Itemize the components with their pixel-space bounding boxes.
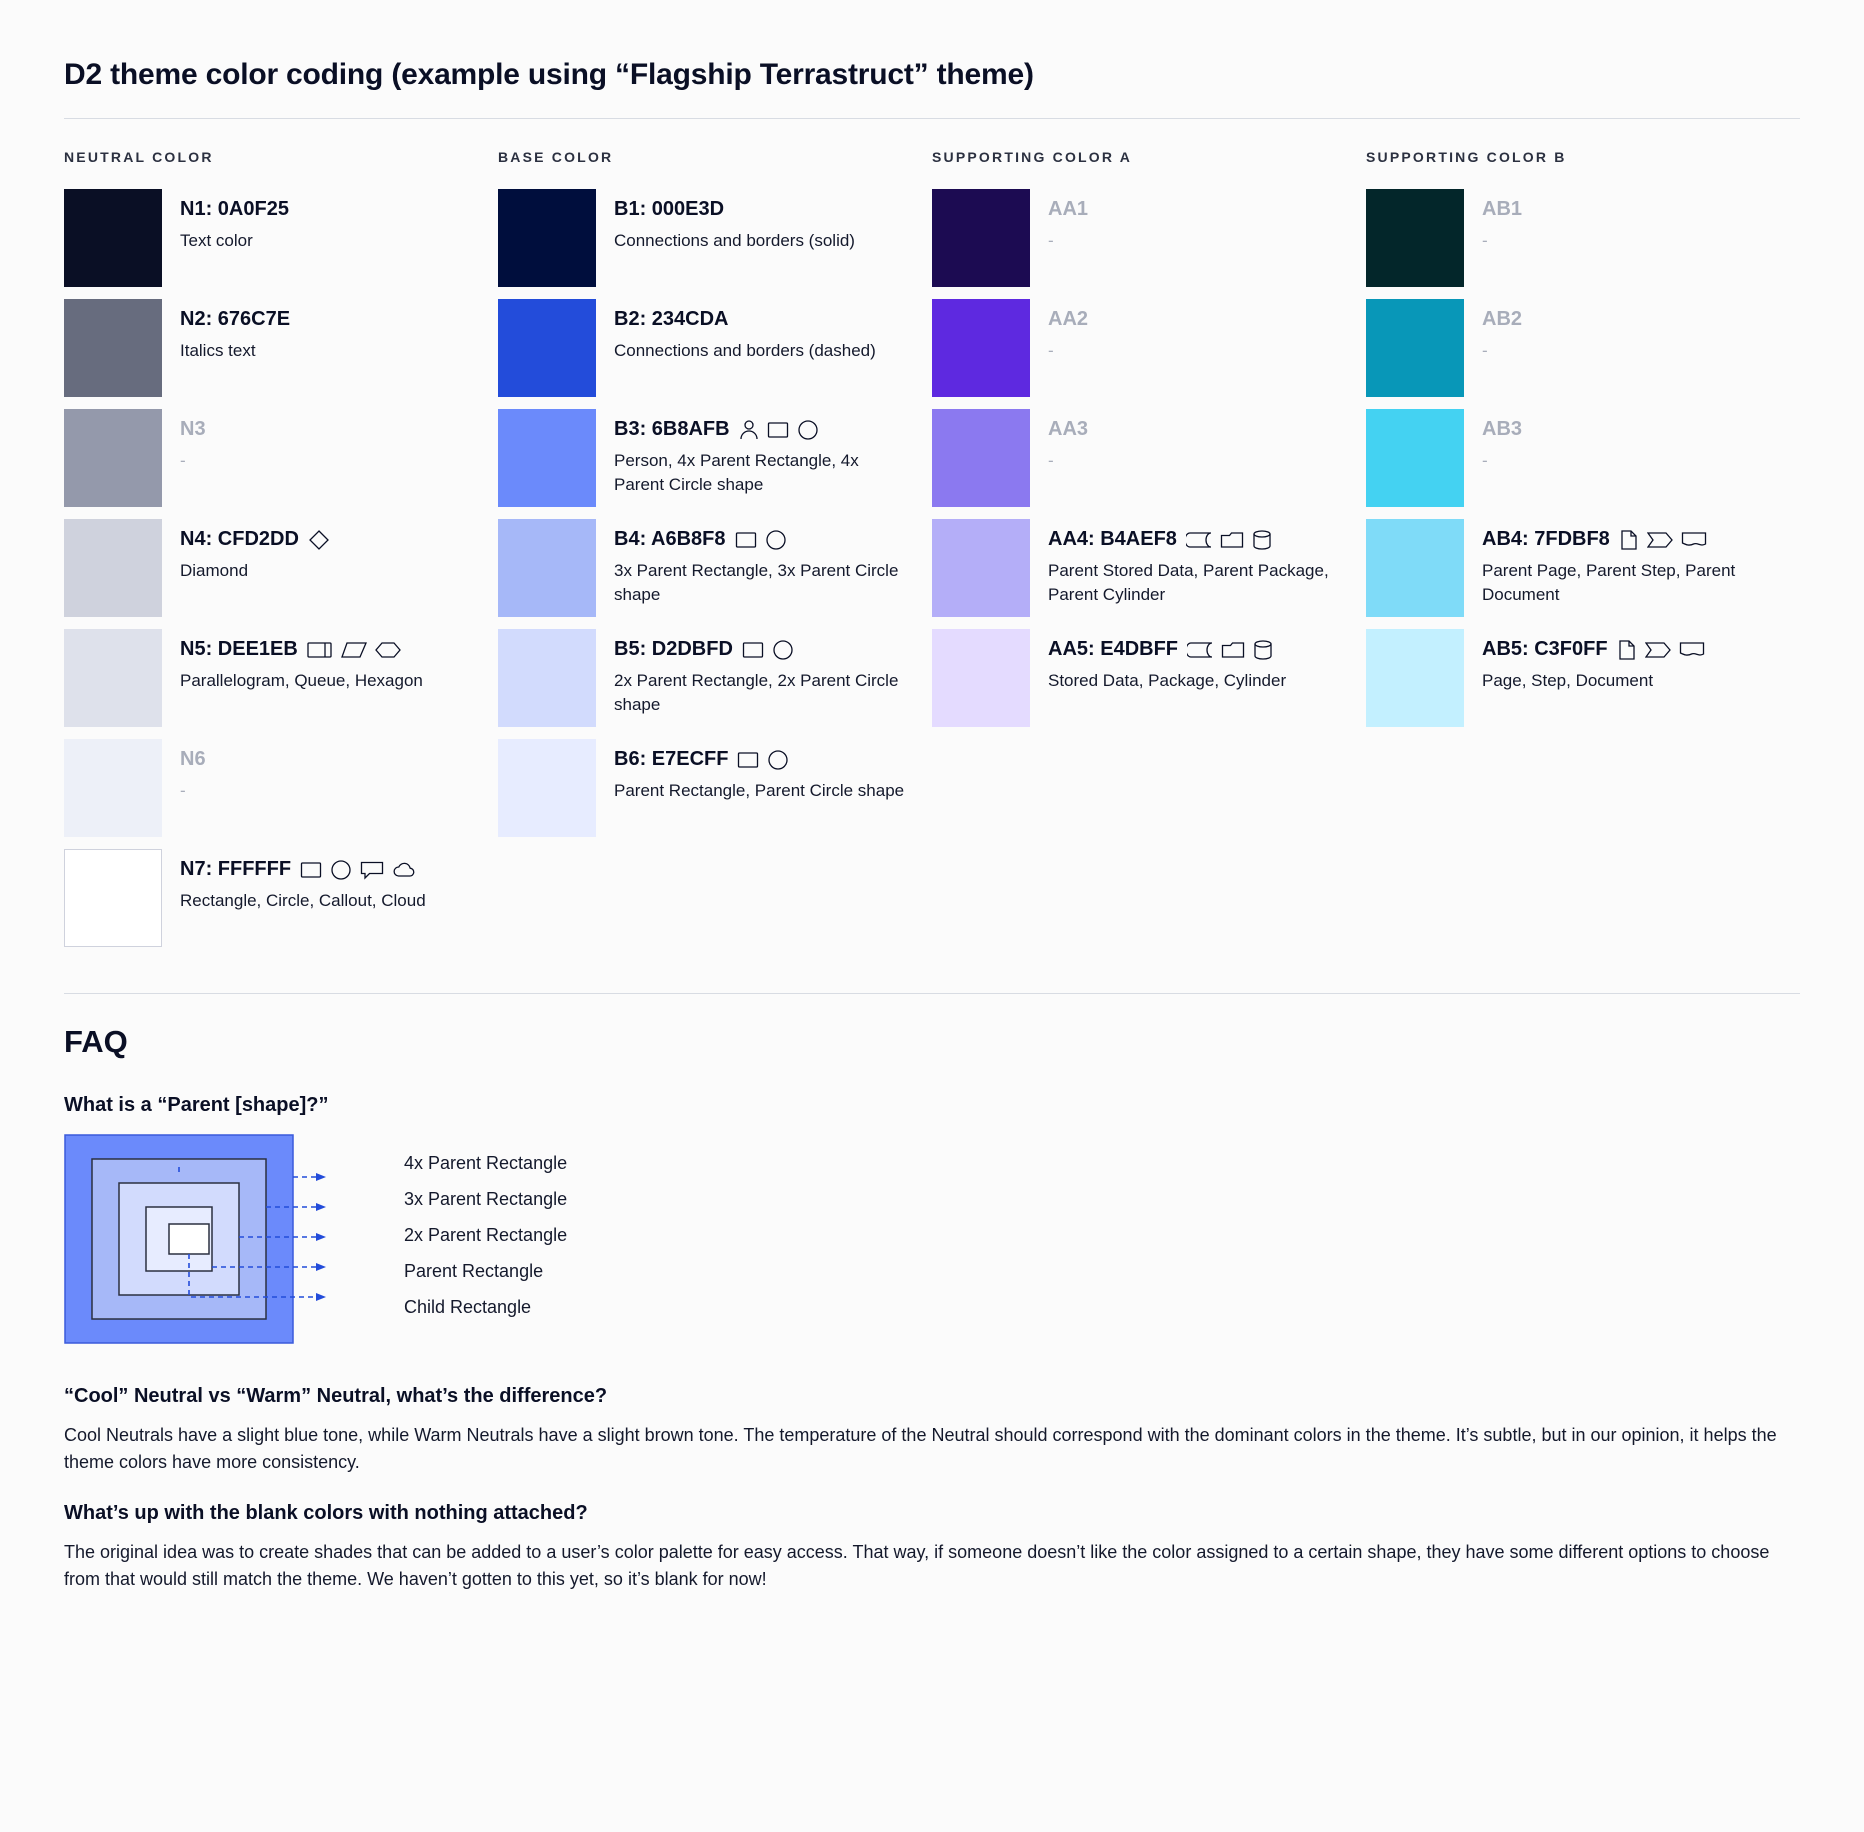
swatch-label-text: N6: [180, 748, 206, 770]
swatch-label-text: AA1: [1048, 198, 1089, 220]
swatch-list: [1366, 189, 1778, 727]
swatch-body: [1048, 629, 1344, 693]
swatch-body: [1048, 299, 1344, 363]
diagram-label: 3x Parent Rectangle: [404, 1188, 568, 1209]
swatch-label: [180, 527, 476, 552]
swatch-description: Connections and borders (dashed): [614, 341, 876, 360]
color-swatch: [1366, 409, 1464, 507]
swatch-description: -: [1482, 341, 1488, 360]
swatch-body: [180, 629, 476, 693]
color-swatch: [64, 409, 162, 507]
column-heading: SUPPORTING COLOR B: [1366, 149, 1567, 165]
swatch-description: 3x Parent Rectangle, 3x Parent Circle shape: [614, 561, 899, 605]
swatch-body: [1482, 189, 1778, 253]
swatch-label-text: N7: FFFFFF: [180, 858, 292, 880]
divider: [64, 993, 1800, 994]
cylinder-icon: [1253, 639, 1273, 661]
color-swatch: [932, 629, 1030, 727]
swatch-description: -: [1048, 231, 1054, 250]
hexagon-icon: [375, 640, 401, 660]
column-heading: NEUTRAL COLOR: [64, 149, 214, 165]
swatch-body: [614, 519, 910, 607]
swatch-description: Connections and borders (solid): [614, 231, 855, 250]
color-swatch: [64, 629, 162, 727]
swatch-list: [932, 189, 1344, 727]
shape-icon-group: [1187, 639, 1273, 661]
shape-icon-group: [300, 859, 418, 881]
cloud-icon: [392, 860, 418, 880]
color-swatch: [498, 519, 596, 617]
rectangle-icon: [300, 860, 322, 880]
swatch-body: [1482, 519, 1778, 607]
swatch-label-text: B5: D2DBFD: [614, 638, 733, 660]
circle-icon: [765, 529, 787, 551]
rectangle-icon: [742, 640, 764, 660]
swatch-body: [614, 299, 910, 363]
color-swatch-row: [498, 409, 910, 507]
swatch-label-text: AB3: [1482, 418, 1523, 440]
swatch-label-text: B6: E7ECFF: [614, 748, 729, 770]
faq-question-1: What is a “Parent [shape]?”: [64, 1094, 329, 1116]
swatch-body: [1048, 519, 1344, 607]
color-swatch-row: [932, 519, 1344, 617]
color-swatch: [932, 519, 1030, 617]
color-swatch-row: [1366, 409, 1778, 507]
swatch-body: [180, 409, 476, 473]
column-heading: BASE COLOR: [498, 149, 614, 165]
swatch-description: -: [1482, 231, 1488, 250]
swatch-description: -: [180, 451, 186, 470]
swatch-label-text: B4: A6B8F8: [614, 528, 726, 550]
swatch-body: [1482, 299, 1778, 363]
rectangle-icon: [737, 750, 759, 770]
rectangle-icon: [767, 420, 789, 440]
swatch-label-text: B2: 234CDA: [614, 308, 729, 330]
swatch-description: Parent Page, Parent Step, Parent Document: [1482, 561, 1736, 605]
color-swatch-row: [64, 299, 476, 397]
swatch-body: [1482, 629, 1778, 693]
diamond-icon: [308, 529, 330, 551]
swatch-body: [614, 189, 910, 253]
color-swatch-row: [932, 409, 1344, 507]
swatch-list: [498, 189, 910, 837]
queue-icon: [307, 640, 333, 660]
swatch-label: [1048, 197, 1344, 222]
swatch-label-text: AA2: [1048, 308, 1089, 330]
circle-icon: [772, 639, 794, 661]
swatch-description: 2x Parent Rectangle, 2x Parent Circle shape: [614, 671, 899, 715]
circle-icon: [767, 749, 789, 771]
swatch-description: Person, 4x Parent Rectangle, 4x Parent Circle shape: [614, 451, 859, 495]
swatch-label: [180, 307, 476, 332]
swatch-label-text: N1: 0A0F25: [180, 198, 289, 220]
page-icon: [1619, 529, 1639, 551]
swatch-label-text: AB1: [1482, 198, 1523, 220]
color-swatch-row: [1366, 189, 1778, 287]
swatch-label: [1482, 527, 1778, 552]
swatch-description: Diamond: [180, 561, 249, 580]
person-icon: [739, 419, 759, 441]
swatch-body: [1048, 189, 1344, 253]
color-swatch: [498, 629, 596, 727]
color-swatch-row: [64, 189, 476, 287]
nested-rectangles-illustration: [64, 1131, 364, 1347]
cylinder-icon: [1252, 529, 1272, 551]
color-swatch-row: [932, 629, 1344, 727]
step-icon: [1645, 640, 1671, 660]
color-swatch: [932, 409, 1030, 507]
swatch-label: [614, 527, 910, 552]
document-icon: [1679, 640, 1705, 660]
swatch-label: [614, 637, 910, 662]
swatch-label-text: N4: CFD2DD: [180, 528, 299, 550]
swatch-description: Parallelogram, Queue, Hexagon: [180, 671, 423, 690]
swatch-label: [614, 197, 910, 222]
swatch-description: -: [1048, 341, 1054, 360]
callout-icon: [360, 860, 384, 880]
swatch-label: [1048, 527, 1344, 552]
swatch-body: [180, 189, 476, 253]
faq-answer-3: The original idea was to create shades that can be added to a user’s color palette for easy access. That way, if someone doesn’t like the color assigned to a certain shape, they have some different options to choose from that would still match the theme. We haven’t gotten to this yet, so it’s blank for now!: [64, 1542, 1770, 1589]
swatch-body: [1482, 409, 1778, 473]
swatch-label-text: AA3: [1048, 418, 1089, 440]
swatch-description: -: [1048, 451, 1054, 470]
color-swatch: [1366, 519, 1464, 617]
color-swatch: [498, 299, 596, 397]
shape-icon-group: [739, 419, 819, 441]
swatch-body: [180, 739, 476, 803]
swatch-label: [1482, 417, 1778, 442]
document-icon: [1681, 530, 1707, 550]
color-swatch: [498, 189, 596, 287]
swatch-label-text: AB4: 7FDBF8: [1482, 528, 1610, 550]
column-heading: SUPPORTING COLOR A: [932, 149, 1133, 165]
color-swatch: [498, 739, 596, 837]
column-base-color: [498, 149, 932, 959]
color-swatch-row: [1366, 299, 1778, 397]
swatch-description: -: [180, 781, 186, 800]
swatch-label: [180, 857, 476, 882]
column-supporting-color-b: [1366, 149, 1800, 959]
swatch-label: [180, 637, 476, 662]
color-swatch-row: [932, 189, 1344, 287]
swatch-description: Italics text: [180, 341, 256, 360]
color-swatch-row: [64, 629, 476, 727]
swatch-body: [180, 849, 476, 913]
color-columns: [64, 149, 1800, 959]
color-swatch: [932, 189, 1030, 287]
color-swatch: [1366, 629, 1464, 727]
swatch-body: [1048, 409, 1344, 473]
swatch-label-text: B3: 6B8AFB: [614, 418, 730, 440]
faq-question-3: What’s up with the blank colors with nothing attached?: [64, 1502, 588, 1524]
color-swatch-row: [498, 519, 910, 617]
color-swatch-row: [64, 519, 476, 617]
swatch-label: [180, 197, 476, 222]
color-swatch: [1366, 299, 1464, 397]
swatch-label: [1048, 637, 1344, 662]
shape-icon-group: [307, 640, 401, 660]
color-swatch-row: [64, 849, 476, 947]
color-swatch: [64, 519, 162, 617]
swatch-description: Page, Step, Document: [1482, 671, 1654, 690]
swatch-description: Text color: [180, 231, 253, 250]
swatch-label-text: N5: DEE1EB: [180, 638, 298, 660]
column-neutral-color: [64, 149, 498, 959]
package-icon: [1220, 530, 1244, 550]
color-swatch-row: [1366, 519, 1778, 617]
swatch-description: Parent Stored Data, Parent Package, Parent Cylinder: [1048, 561, 1329, 605]
color-swatch: [64, 189, 162, 287]
swatch-body: [180, 519, 476, 583]
swatch-label: [614, 307, 910, 332]
swatch-label: [1482, 197, 1778, 222]
swatch-label: [1048, 417, 1344, 442]
stored-data-icon: [1187, 640, 1213, 660]
swatch-body: [614, 629, 910, 717]
color-swatch: [64, 299, 162, 397]
shape-icon-group: [1617, 639, 1705, 661]
color-swatch: [64, 849, 162, 947]
shape-icon-group: [1619, 529, 1707, 551]
color-swatch-row: [498, 739, 910, 837]
swatch-label: [1482, 637, 1778, 662]
swatch-body: [614, 739, 910, 803]
swatch-label: [1048, 307, 1344, 332]
color-swatch: [932, 299, 1030, 397]
circle-icon: [797, 419, 819, 441]
diagram-label: 4x Parent Rectangle: [404, 1152, 568, 1173]
page-title: D2 theme color coding (example using “Flagship Terrastruct” theme): [64, 58, 1034, 91]
swatch-label: [180, 417, 476, 442]
diagram-label: Parent Rectangle: [404, 1260, 544, 1281]
color-swatch-row: [64, 739, 476, 837]
color-swatch: [1366, 189, 1464, 287]
color-swatch-row: [64, 409, 476, 507]
page-icon: [1617, 639, 1637, 661]
diagram-label-list: [364, 1145, 567, 1325]
color-swatch-row: [498, 189, 910, 287]
diagram-label: 2x Parent Rectangle: [404, 1224, 568, 1245]
circle-icon: [330, 859, 352, 881]
swatch-label-text: AA4: B4AEF8: [1048, 528, 1177, 550]
swatch-body: [180, 299, 476, 363]
color-swatch-row: [932, 299, 1344, 397]
swatch-label-text: AB5: C3F0FF: [1482, 638, 1608, 660]
step-icon: [1647, 530, 1673, 550]
diagram-label: Child Rectangle: [404, 1296, 532, 1317]
color-swatch-row: [498, 299, 910, 397]
divider: [64, 118, 1800, 119]
swatch-label-text: N2: 676C7E: [180, 308, 291, 330]
shape-icon-group: [1186, 529, 1272, 551]
swatch-label: [1482, 307, 1778, 332]
swatch-label: [614, 417, 910, 442]
faq-question-2: “Cool” Neutral vs “Warm” Neutral, what’s the difference?: [64, 1385, 608, 1407]
package-icon: [1221, 640, 1245, 660]
swatch-description: Parent Rectangle, Parent Circle shape: [614, 781, 905, 800]
rectangle-icon: [735, 530, 757, 550]
swatch-description: Rectangle, Circle, Callout, Cloud: [180, 891, 426, 910]
swatch-label-text: AA5: E4DBFF: [1048, 638, 1179, 660]
color-swatch-row: [1366, 629, 1778, 727]
swatch-description: Stored Data, Package, Cylinder: [1048, 671, 1287, 690]
color-swatch: [64, 739, 162, 837]
color-swatch-row: [498, 629, 910, 727]
swatch-label-text: B1: 000E3D: [614, 198, 725, 220]
parent-shape-diagram: [64, 1131, 1800, 1347]
swatch-label-text: N3: [180, 418, 206, 440]
faq-answer-2: Cool Neutrals have a slight blue tone, while Warm Neutrals have a slight brown tone. The temperature of the Neutral should correspond with the dominant colors in the theme. It’s subtle, but in our opinion, it helps the theme colors have more consistency.: [64, 1425, 1777, 1472]
stored-data-icon: [1186, 530, 1212, 550]
shape-icon-group: [737, 749, 789, 771]
swatch-list: [64, 189, 476, 947]
swatch-label: [614, 747, 910, 772]
parallelogram-icon: [341, 640, 367, 660]
shape-icon-group: [308, 529, 330, 551]
shape-icon-group: [735, 529, 787, 551]
faq-heading: FAQ: [64, 1024, 128, 1059]
swatch-label-text: AB2: [1482, 308, 1523, 330]
color-swatch: [498, 409, 596, 507]
swatch-label: [180, 747, 476, 772]
column-supporting-color-a: [932, 149, 1366, 959]
swatch-body: [614, 409, 910, 497]
swatch-description: -: [1482, 451, 1488, 470]
shape-icon-group: [742, 639, 794, 661]
